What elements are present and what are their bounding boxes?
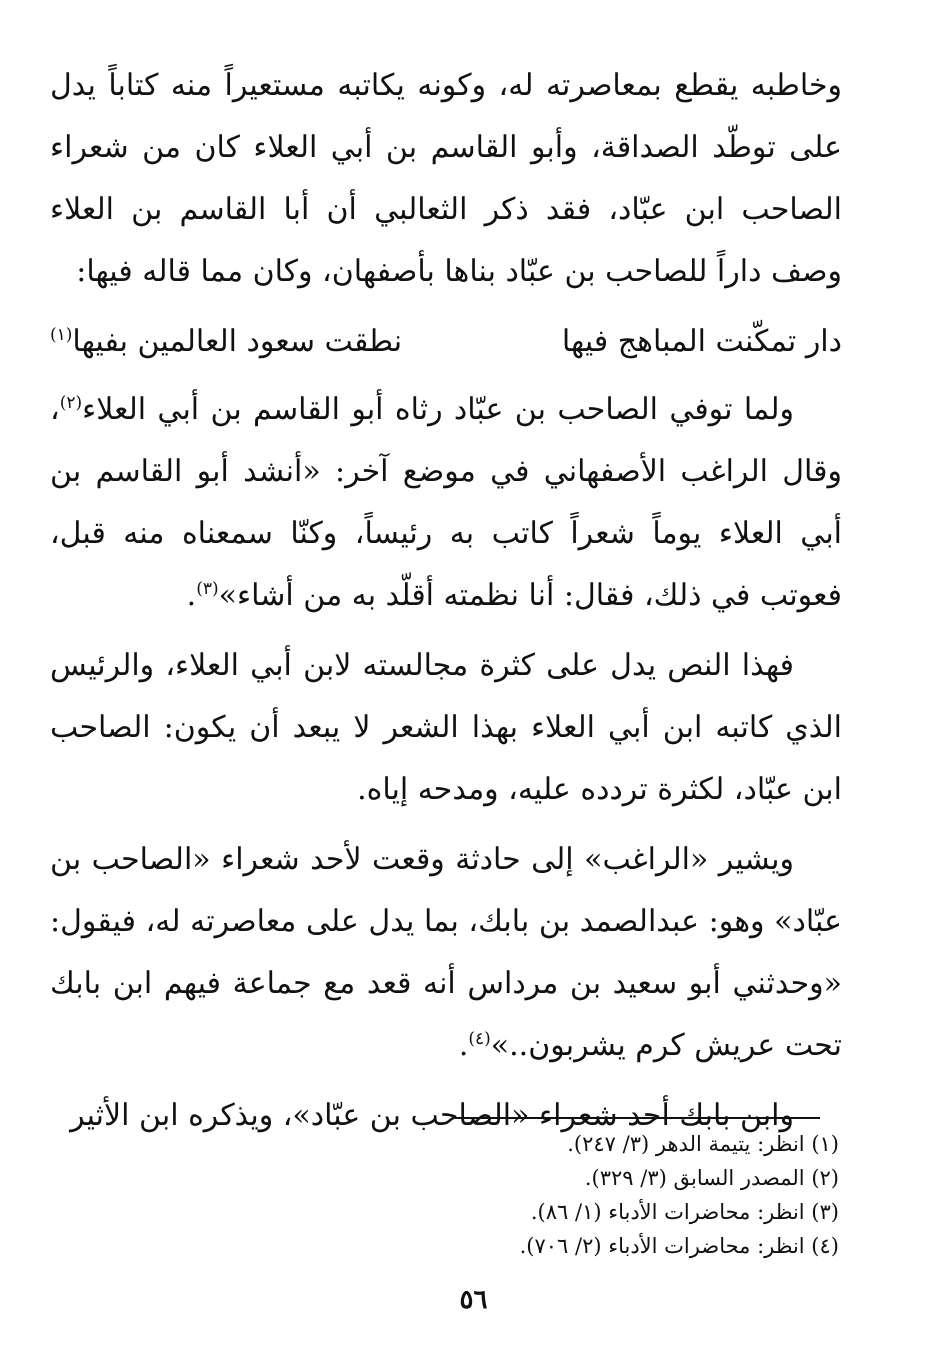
paragraph-commentary — [50, 635, 842, 821]
paragraph-elegy — [50, 379, 842, 627]
paragraph-intro-text: وخاطبه يقطع بمعاصرته له، وكونه يكاتبه مستعيراً منه كتاباً يدل على توطّد الصداقة، وأبو القاسم بن أبي العلاء كان من شعراء الصاحب ابن عبّاد، فقد ذكر الثعالبي أن أبا القاسم بن العلاء وصف داراً للصاحب بن عبّاد بناها بأصفهان، وكان مما قاله فيها: — [50, 68, 842, 289]
footnote-divider — [455, 1117, 820, 1119]
paragraph-elegy-text-2: ، وقال الراغب الأصفهاني في موضع آخر: «أنشد أبو القاسم بن أبي العلاء يوماً شعراً كاتب به رئيساً، وكنّا سمعناه منه قبل، فعوتب في ذلك، فقال: أنا نظمته أقلّد به من أشاء» — [50, 392, 842, 613]
footnote-1: (١) انظر: يتيمة الدهر (٣/ ٢٤٧). — [567, 1132, 839, 1156]
verse-first-hemistich: دار تمكّنت المباهج فيها — [561, 324, 842, 359]
footnote-ref-1[interactable]: (١) — [50, 325, 73, 345]
paragraph-intro — [50, 55, 842, 303]
paragraph-elegy-end: . — [186, 578, 197, 613]
paragraph-closing-text: وابن بابك أحد شعراء «الصاحب بن عبّاد»، ويذكره ابن الأثير — [70, 1098, 794, 1133]
page-body — [50, 55, 842, 1155]
paragraph-babak-text: ويشير «الراغب» إلى حادثة وقعت لأحد شعراء «الصاحب بن عبّاد» وهو: عبدالصمد بن بابك، بما يدل على معاصرته له، فيقول: «وحدثني أبو سعيد بن مرداس أنه قعد مع جماعة فيهم ابن بابك تحت عريش كرم يشربون..» — [50, 842, 842, 1063]
paragraph-babak — [50, 829, 842, 1077]
verse-second-hemistich-wrap — [50, 311, 402, 373]
paragraph-babak-end: . — [458, 1028, 469, 1063]
footnote-4: (٤) انظر: محاضرات الأدباء (٢/ ٧٠٦). — [519, 1234, 839, 1258]
paragraph-elegy-text-1: ولما توفي الصاحب بن عبّاد رثاه أبو القاسم بن أبي العلاء — [82, 392, 794, 427]
paragraph-commentary-text: فهذا النص يدل على كثرة مجالسته لابن أبي العلاء، والرئيس الذي كاتبه ابن أبي العلاء بهذا الشعر لا يبعد أن يكون: الصاحب ابن عبّاد، لكثرة تردده عليه، ومدحه إياه. — [50, 648, 842, 807]
footnote-ref-4[interactable]: (٤) — [468, 1029, 491, 1049]
verse-second-hemistich: نطقت سعود العالمين بفيها — [72, 324, 403, 359]
page-number: ٥٦ — [459, 1285, 488, 1315]
footnote-2: (٢) المصدر السابق (٣/ ٣٢٩). — [584, 1166, 839, 1190]
poem-verse — [50, 311, 842, 373]
footnote-ref-3[interactable]: (٣) — [196, 579, 219, 599]
footnote-ref-2[interactable]: (٢) — [59, 393, 83, 413]
footnote-3: (٣) انظر: محاضرات الأدباء (١/ ٨٦). — [530, 1200, 839, 1224]
footnotes-section — [339, 1127, 839, 1263]
